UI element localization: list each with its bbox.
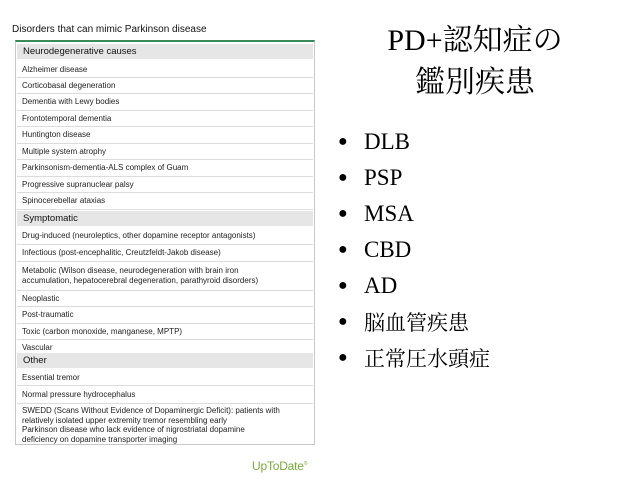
differential-table [15, 40, 315, 445]
section-header-symptomatic: Symptomatic [17, 211, 313, 226]
slide-title-line-2: 鑑別疾患 [415, 65, 535, 100]
bullet-text: 正常圧水頭症 [364, 347, 490, 371]
table-row: Normal pressure hydrocephalus [17, 386, 313, 404]
bullet-item [338, 268, 490, 304]
bullet-dot-icon: ● [338, 349, 348, 366]
bullet-text: CBD [364, 237, 412, 262]
table-row: Frontotemporal dementia [17, 111, 313, 127]
bullet-text: PSP [364, 165, 403, 190]
table-row: Huntington disease [17, 127, 313, 144]
table-row: Multiple system atrophy [17, 144, 313, 160]
slide-title-line-1: PD+認知症の [387, 24, 563, 57]
section-header-other: Other [17, 353, 313, 368]
table-row: Neoplastic [17, 291, 313, 307]
table-row: Infectious (post-encephalitic, Creutzfeldt-Jakob disease) [17, 245, 313, 262]
slide-title [335, 20, 615, 104]
table-row: Dementia with Lewy bodies [17, 94, 313, 111]
bullet-item [338, 196, 490, 232]
bullet-item [338, 124, 490, 160]
table-row: Metabolic (Wilson disease, neurodegeneration with brain iron accumulation, hepatocerebral degeneration, parathyroid disorders) [17, 262, 313, 291]
table-row: Parkinsonism-dementia-ALS complex of Guam [17, 160, 313, 177]
table-row: Toxic (carbon monoxide, manganese, MPTP) [17, 324, 313, 340]
section-header-neurodegenerative: Neurodegenerative causes [17, 44, 313, 59]
table-row: Vascular [17, 340, 313, 357]
table-title: Disorders that can mimic Parkinson disease [12, 24, 207, 35]
uptodate-logo-mark: ® [303, 461, 308, 467]
table-row: Alzheimer disease [17, 62, 313, 78]
bullet-text: MSA [364, 201, 414, 226]
bullet-item [338, 160, 490, 196]
table-row: Essential tremor [17, 370, 313, 386]
bullet-dot-icon: ● [338, 205, 348, 222]
table-row: Spinocerebellar ataxias [17, 193, 313, 210]
table-row: Progressive supranuclear palsy [17, 177, 313, 193]
bullet-dot-icon: ● [338, 241, 348, 258]
bullet-dot-icon: ● [338, 133, 348, 150]
bullet-dot-icon: ● [338, 313, 348, 330]
uptodate-logo [252, 459, 307, 473]
bullet-item [338, 232, 490, 268]
table-row: Corticobasal degeneration [17, 78, 313, 94]
table-row: Drug-induced (neuroleptics, other dopamine receptor antagonists) [17, 228, 313, 245]
bullet-dot-icon: ● [338, 277, 348, 294]
table-row: SWEDD (Scans Without Evidence of Dopaminergic Deficit): patients with relatively isolated upper extremity tremor resembling early Parkinson disease who lack evidence of nigrostriatal dopamine deficiency on dopamine transporter imaging [22, 406, 280, 444]
uptodate-logo-text: UpToDate [252, 459, 304, 473]
bullet-text: AD [364, 273, 398, 298]
bullet-dot-icon: ● [338, 169, 348, 186]
table-row: Post-traumatic [17, 307, 313, 324]
bullet-text: 脳血管疾患 [364, 311, 469, 335]
bullet-list [338, 124, 490, 376]
bullet-item [338, 340, 490, 376]
bullet-item [338, 304, 490, 340]
bullet-text: DLB [364, 129, 410, 154]
